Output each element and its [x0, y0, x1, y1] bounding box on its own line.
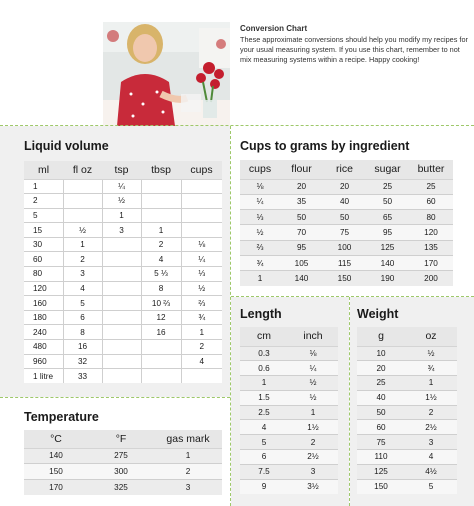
liquid-cell: 32: [63, 354, 102, 369]
weight-row: [357, 405, 457, 420]
liquid-header-1: fl oz: [63, 161, 102, 179]
weight-row: [357, 435, 457, 450]
liquid-row: [24, 354, 222, 369]
liquid-cell: 1: [181, 325, 222, 340]
temperature-cell: 2: [154, 464, 222, 480]
liquid-row: [24, 194, 222, 209]
weight-cell: 25: [357, 376, 405, 391]
length-row: [240, 420, 338, 435]
liquid-cell: ¼: [181, 252, 222, 267]
cups_grams-cell: 50: [280, 210, 323, 225]
liquid-cell: 15: [24, 223, 63, 238]
length-cell: 6: [240, 450, 288, 465]
length-row: [240, 376, 338, 391]
cups_grams-cell: 20: [280, 179, 323, 194]
length-cell: 2½: [288, 450, 338, 465]
liquid-cell: 2: [141, 237, 181, 252]
liquid-cell: [63, 208, 102, 223]
liquid-cell: 1 litre: [24, 369, 63, 384]
temperature-cell: 275: [88, 448, 154, 464]
cups_grams-cell: 170: [409, 255, 453, 270]
temperature-header-2: gas mark: [154, 430, 222, 448]
liquid-header-4: cups: [181, 161, 222, 179]
length-cell: 5: [240, 435, 288, 450]
length-row: [240, 464, 338, 479]
liquid-cell: 1: [24, 179, 63, 194]
weight-header-0: g: [357, 327, 405, 346]
liquid-cell: [181, 179, 222, 194]
liquid-cell: [141, 340, 181, 355]
cups_grams-cell: 95: [280, 240, 323, 255]
cups_grams-row: [240, 271, 453, 286]
temperature-cell: 300: [88, 464, 154, 480]
cups_grams-cell: 65: [366, 210, 409, 225]
length-cell: ¼: [288, 361, 338, 376]
intro-text: These approximate conversions should help you modify my recipes for your usual measuring system. If you use this chart, remember to not mix measuring systems within a recipe. Happy cooking!: [240, 35, 468, 64]
weight-cell: 4½: [405, 464, 457, 479]
length-cell: 0.3: [240, 346, 288, 361]
liquid-row: [24, 296, 222, 311]
cups_grams-cell: 140: [366, 255, 409, 270]
liquid-cell: [181, 223, 222, 238]
liquid-cell: 180: [24, 310, 63, 325]
cups_grams-header-1: flour: [280, 160, 323, 179]
liquid-cell: [102, 281, 141, 296]
liquid-row: [24, 340, 222, 355]
length-cell: ⅛: [288, 346, 338, 361]
weight-cell: 5: [405, 479, 457, 494]
liquid-cell: 5: [63, 296, 102, 311]
temperature-title: Temperature: [24, 410, 99, 424]
weight-cell: 75: [357, 435, 405, 450]
liquid-cell: 16: [63, 340, 102, 355]
weight-table: [357, 327, 457, 494]
liquid-cell: [102, 354, 141, 369]
weight-row: [357, 346, 457, 361]
length-cell: 3: [288, 464, 338, 479]
liquid-row: [24, 179, 222, 194]
liquid-cell: [141, 354, 181, 369]
cups_grams-row: [240, 255, 453, 270]
weight-cell: 1½: [405, 390, 457, 405]
cups_grams-row: [240, 240, 453, 255]
liquid-cell: [102, 369, 141, 384]
liquid-cell: [141, 369, 181, 384]
cups_grams-cell: 40: [323, 194, 366, 209]
cups_grams-cell: 125: [366, 240, 409, 255]
cups_grams-header-3: sugar: [366, 160, 409, 179]
length-row: [240, 390, 338, 405]
length-cell: 2: [288, 435, 338, 450]
cups_grams-cell: 70: [280, 225, 323, 240]
length-cell: ½: [288, 390, 338, 405]
cups_grams-cell: 25: [366, 179, 409, 194]
cups_grams-cell: 120: [409, 225, 453, 240]
cups_grams-cell: 60: [409, 194, 453, 209]
cups_grams-cell: 200: [409, 271, 453, 286]
liquid-cell: 2: [181, 340, 222, 355]
weight-cell: 2: [405, 405, 457, 420]
temperature-cell: 150: [24, 464, 88, 480]
liquid-cell: 5: [24, 208, 63, 223]
liquid-cell: [102, 340, 141, 355]
weight-title: Weight: [357, 307, 399, 321]
temperature-cell: 170: [24, 479, 88, 495]
cups_grams-cell: 35: [280, 194, 323, 209]
liquid-cell: ⅔: [181, 296, 222, 311]
liquid-cell: 4: [181, 354, 222, 369]
cups_grams-cell: 105: [280, 255, 323, 270]
liquid-row: [24, 237, 222, 252]
length-row: [240, 361, 338, 376]
liquid-cell: [141, 208, 181, 223]
chef-photo-illustration: [103, 22, 230, 126]
liquid-cell: ⅛: [181, 237, 222, 252]
weight-row: [357, 390, 457, 405]
weight-cell: 1: [405, 376, 457, 391]
liquid-cell: ½: [63, 223, 102, 238]
cups_grams-cell: 50: [366, 194, 409, 209]
cups_grams-cell: 140: [280, 271, 323, 286]
liquid-volume-title: Liquid volume: [24, 139, 109, 153]
weight-cell: ¾: [405, 361, 457, 376]
temperature-row: [24, 464, 222, 480]
liquid-cell: 3: [102, 223, 141, 238]
temperature-header-0: °C: [24, 430, 88, 448]
weight-row: [357, 464, 457, 479]
weight-row: [357, 361, 457, 376]
cups_grams-cell: 50: [323, 210, 366, 225]
cups_grams-cell: 95: [366, 225, 409, 240]
cups_grams-cell: ½: [240, 225, 280, 240]
liquid-cell: 1: [63, 237, 102, 252]
cups_grams-cell: ⅛: [240, 179, 280, 194]
liquid-cell: 2: [24, 194, 63, 209]
liquid-cell: [141, 179, 181, 194]
length-cell: 2.5: [240, 405, 288, 420]
liquid-cell: 5 ⅓: [141, 267, 181, 282]
liquid-cell: 10 ⅔: [141, 296, 181, 311]
length-cell: 1: [288, 405, 338, 420]
cups-grams-table: [240, 160, 453, 286]
liquid-cell: 16: [141, 325, 181, 340]
liquid-cell: ½: [181, 281, 222, 296]
intro-title: Conversion Chart: [240, 24, 308, 33]
cups_grams-cell: 135: [409, 240, 453, 255]
weight-cell: 2½: [405, 420, 457, 435]
cups_grams-cell: ¼: [240, 194, 280, 209]
liquid-cell: [102, 296, 141, 311]
liquid-cell: 1: [141, 223, 181, 238]
cups_grams-cell: 100: [323, 240, 366, 255]
liquid-cell: 60: [24, 252, 63, 267]
liquid-cell: [141, 194, 181, 209]
weight-row: [357, 376, 457, 391]
cups_grams-cell: 190: [366, 271, 409, 286]
weight-cell: 4: [405, 450, 457, 465]
weight-cell: 20: [357, 361, 405, 376]
weight-row: [357, 450, 457, 465]
length-header-0: cm: [240, 327, 288, 346]
cups_grams-cell: 80: [409, 210, 453, 225]
temperature-row: [24, 479, 222, 495]
cups_grams-header-4: butter: [409, 160, 453, 179]
liquid-row: [24, 369, 222, 384]
length-cell: 1½: [288, 420, 338, 435]
liquid-cell: 2: [63, 252, 102, 267]
length-header-1: inch: [288, 327, 338, 346]
length-cell: 1.5: [240, 390, 288, 405]
liquid-cell: 1: [102, 208, 141, 223]
liquid-row: [24, 208, 222, 223]
length-row: [240, 450, 338, 465]
liquid-cell: ⅓: [181, 267, 222, 282]
weight-cell: 40: [357, 390, 405, 405]
liquid-cell: 33: [63, 369, 102, 384]
length-cell: 0.6: [240, 361, 288, 376]
length-table: [240, 327, 338, 494]
weight-cell: ½: [405, 346, 457, 361]
length-row: [240, 346, 338, 361]
liquid-cell: 12: [141, 310, 181, 325]
cups_grams-row: [240, 179, 453, 194]
liquid-cell: [181, 369, 222, 384]
cups_grams-cell: ⅔: [240, 240, 280, 255]
liquid-row: [24, 310, 222, 325]
cups_grams-cell: ⅓: [240, 210, 280, 225]
liquid-cell: ½: [102, 194, 141, 209]
weight-row: [357, 420, 457, 435]
weight-cell: 60: [357, 420, 405, 435]
temperature-row: [24, 448, 222, 464]
cups_grams-header-2: rice: [323, 160, 366, 179]
cups_grams-cell: 150: [323, 271, 366, 286]
liquid-cell: 160: [24, 296, 63, 311]
length-row: [240, 479, 338, 494]
cups_grams-row: [240, 194, 453, 209]
length-cell: 3½: [288, 479, 338, 494]
liquid-cell: 4: [63, 281, 102, 296]
liquid-cell: 480: [24, 340, 63, 355]
length-row: [240, 405, 338, 420]
cups_grams-row: [240, 225, 453, 240]
length-title: Length: [240, 307, 282, 321]
cups_grams-cell: 25: [409, 179, 453, 194]
cups-grams-title: Cups to grams by ingredient: [240, 139, 410, 153]
temperature-table: [24, 430, 222, 495]
liquid-row: [24, 252, 222, 267]
liquid-cell: [102, 237, 141, 252]
liquid-cell: ¾: [181, 310, 222, 325]
liquid-cell: [102, 310, 141, 325]
liquid-cell: 120: [24, 281, 63, 296]
weight-row: [357, 479, 457, 494]
liquid-cell: ¼: [102, 179, 141, 194]
liquid-cell: [181, 208, 222, 223]
cups_grams-cell: 1: [240, 271, 280, 286]
liquid-row: [24, 223, 222, 238]
liquid-cell: [181, 194, 222, 209]
weight-header-1: oz: [405, 327, 457, 346]
liquid-cell: 6: [63, 310, 102, 325]
weight-cell: 3: [405, 435, 457, 450]
liquid-cell: [102, 267, 141, 282]
cups_grams-cell: 115: [323, 255, 366, 270]
liquid-cell: [63, 194, 102, 209]
weight-cell: 125: [357, 464, 405, 479]
liquid-cell: 240: [24, 325, 63, 340]
temperature-cell: 140: [24, 448, 88, 464]
liquid-row: [24, 325, 222, 340]
liquid-cell: 80: [24, 267, 63, 282]
weight-cell: 10: [357, 346, 405, 361]
length-cell: 4: [240, 420, 288, 435]
liquid-cell: 960: [24, 354, 63, 369]
liquid-cell: [102, 252, 141, 267]
temperature-cell: 325: [88, 479, 154, 495]
liquid-header-0: ml: [24, 161, 63, 179]
liquid-cell: 3: [63, 267, 102, 282]
liquid-header-2: tsp: [102, 161, 141, 179]
cups_grams-header-0: cups: [240, 160, 280, 179]
length-cell: ½: [288, 376, 338, 391]
liquid-cell: [63, 179, 102, 194]
weight-cell: 50: [357, 405, 405, 420]
cups_grams-cell: 75: [323, 225, 366, 240]
temperature-header-1: °F: [88, 430, 154, 448]
length-cell: 1: [240, 376, 288, 391]
liquid-cell: 30: [24, 237, 63, 252]
liquid-cell: [102, 325, 141, 340]
liquid-header-3: tbsp: [141, 161, 181, 179]
chef-photo: [103, 22, 230, 126]
liquid-cell: 4: [141, 252, 181, 267]
cups_grams-row: [240, 210, 453, 225]
liquid-cell: 8: [141, 281, 181, 296]
length-cell: 7.5: [240, 464, 288, 479]
length-cell: 9: [240, 479, 288, 494]
temperature-cell: 3: [154, 479, 222, 495]
length-row: [240, 435, 338, 450]
cups_grams-cell: ¾: [240, 255, 280, 270]
temperature-cell: 1: [154, 448, 222, 464]
cups_grams-cell: 20: [323, 179, 366, 194]
liquid-row: [24, 281, 222, 296]
weight-cell: 110: [357, 450, 405, 465]
liquid-row: [24, 267, 222, 282]
liquid-volume-table: [24, 161, 222, 383]
liquid-cell: 8: [63, 325, 102, 340]
weight-cell: 150: [357, 479, 405, 494]
